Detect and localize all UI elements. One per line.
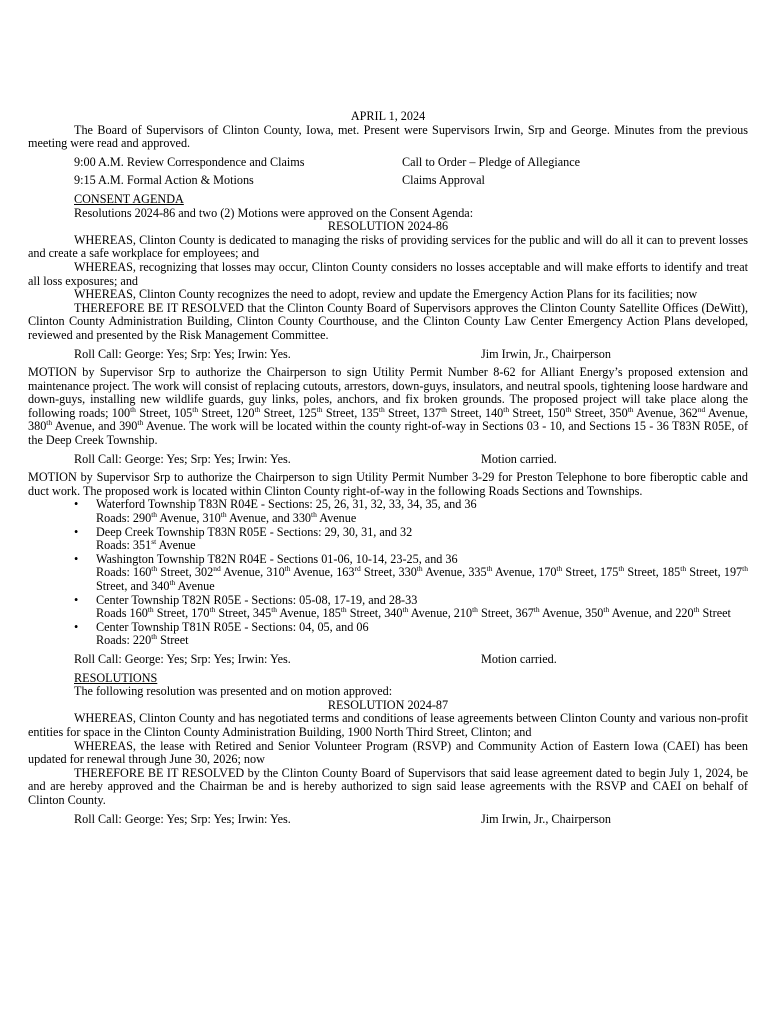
consent-agenda-heading: CONSENT AGENDA [74,191,184,206]
consent-agenda-intro: Resolutions 2024-86 and two (2) Motions were approved on the Consent Agenda: [74,205,474,220]
resolution-86-title: RESOLUTION 2024-86 [327,219,449,234]
township-item [28,498,748,512]
resolution-87-resolved: THEREFORE BE IT RESOLVED by the Clinton County Board of Supervisors that said lease agreement dated to begin July 1, 2024, be and are hereby approved and the Chairman be and is hereby authorized to sign said lease agreements with the RSVP and CAEI on behalf of Clinton County. [28,765,748,807]
bullet-icon: • [74,497,79,512]
resolution-86-whereas-2: WHEREAS, recognizing that losses may occur, Clinton County considers no losses acceptable and will make efforts to identify and treat all loss exposures; and [28,259,748,288]
resolution-87-roll-call-row [28,813,748,827]
roll-call: Roll Call: George: Yes; Srp: Yes; Irwin: Yes. [74,451,291,466]
roll-call: Roll Call: George: Yes; Srp: Yes; Irwin: Yes. [74,346,291,361]
township-label: Deep Creek Township T83N R05E - Sections: 29, 30, 31, and 32 [96,524,413,539]
chairperson-signer: Jim Irwin, Jr., Chairperson [481,346,611,361]
bullet-icon: • [74,619,79,634]
motion-2-roll-call-row [28,653,748,667]
resolutions-heading: RESOLUTIONS [74,670,158,685]
township-label: Waterford Township T83N R04E - Sections: 25, 26, 31, 32, 33, 34, 35, and 36 [96,497,477,512]
resolution-86-resolved: THEREFORE BE IT RESOLVED that the Clinton County Board of Supervisors approves the Clinton County Satellite Offices (DeWitt), Clinton County Administration Building, Clinton County Courthouse, and the Clinton County Law Center Emergency Action Plans developed, reviewed and presented by the Risk Management Committee. [28,300,748,342]
schedule-row-2 [28,174,748,188]
township-label: Washington Township T82N R04E - Sections 01-06, 10-14, 23-25, and 36 [96,551,458,566]
minutes-document [28,110,748,826]
resolution-86-whereas-3: WHEREAS, Clinton County recognizes the need to adopt, review and update the Emergency Action Plans for its facilities; now [74,287,698,302]
resolution-87-title: RESOLUTION 2024-87 [327,697,449,712]
township-item [28,526,748,540]
bullet-icon: • [74,524,79,539]
township-item [28,621,748,635]
motion-utility-permit-8-62: MOTION by Supervisor Srp to authorize the Chairperson to sign Utility Permit Number 8-62 for Alliant Energy’s proposed extension and maintenance project. The work will consist of replacing cutouts, arrestors, down-guys, insulators, and neutral spools, tightening loose hardware and down-guys, installing new wildlife guards, guy links, poles, anchors, and fix broken grounds. The proposed project will take place along the following roads; 100th Street, 105th Street, 120th Street, 125th Street, 135th Street, 137th Street, 140th Street, 150th Street, 350th Avenue, 362nd Avenue, 380th Avenue, and 390th Avenue. The work will be located within the county right-of-way in Sections 03 - 10, and Sections 15 - 36 T83N R05E, of the Deep Creek Township. [28,365,749,448]
resolution-86-whereas-1: WHEREAS, Clinton County is dedicated to managing the risks of providing services for the public and will do all it can to prevent losses and create a safe workplace for employees; and [28,232,748,261]
township-item [28,594,748,608]
township-roads: Roads: 351st Avenue [96,537,196,553]
township-item [28,553,748,567]
intro-paragraph: The Board of Supervisors of Clinton County, Iowa, met. Present were Supervisors Irwin, Srp and George. Minutes from the previous meeting were read and approved. [28,122,748,151]
township-roads: Roads: 160th Street, 302nd Avenue, 310th Avenue, 163rd Street, 330th Avenue, 335th Avenue, 170th Street, 175th Street, 185th Street, 197th Street, and 340th Avenue [96,564,748,593]
bullet-icon: • [74,551,79,566]
resolution-86-roll-call-row [28,348,748,362]
motion-result: Motion carried. [481,451,557,466]
motion-1-roll-call-row [28,453,748,467]
roll-call: Roll Call: George: Yes; Srp: Yes; Irwin: Yes. [74,651,291,666]
township-roads: Roads: 220th Street [96,632,189,648]
roll-call: Roll Call: George: Yes; Srp: Yes; Irwin: Yes. [74,811,291,826]
schedule-item: 9:00 A.M. Review Correspondence and Claims [74,154,305,169]
chairperson-signer: Jim Irwin, Jr., Chairperson [481,811,611,826]
township-label: Center Township T81N R05E - Sections: 04, 05, and 06 [96,619,369,634]
schedule-item-right: Call to Order – Pledge of Allegiance [402,154,581,169]
schedule-row-1 [28,156,748,170]
township-label: Center Township T82N R05E - Sections: 05-08, 17-19, and 28-33 [96,592,418,607]
resolution-87-whereas-1: WHEREAS, Clinton County and has negotiated terms and conditions of lease agreements between Clinton County and various non-profit entities for space in the Clinton County Administration Building, 1900 North Third Street, Clinton; and [28,711,748,739]
resolution-87-whereas-2: WHEREAS, the lease with Retired and Senior Volunteer Program (RSVP) and Community Action of Eastern Iowa (CAEI) has been updated for renewal through June 30, 2026; now [28,738,748,767]
bullet-icon: • [74,592,79,607]
schedule-item-right: Claims Approval [402,173,485,188]
schedule-item: 9:15 A.M. Formal Action & Motions [74,173,254,188]
motion-utility-permit-3-29: MOTION by Supervisor Srp to authorize the Chairperson to sign Utility Permit Number 3-29 for Preston Telephone to bore fiberoptic cable and duct work. The proposed work is located within Clinton County right-of-way in the following Roads Sections and Townships. [28,470,748,498]
meeting-date: APRIL 1, 2024 [350,109,426,123]
township-roads: Roads 160th Street, 170th Street, 345th Avenue, 185th Street, 340th Avenue, 210th Street, 367th Avenue, 350th Avenue, and 220th Street [96,605,731,621]
township-roads: Roads: 290th Avenue, 310th Avenue, and 330th Avenue [96,509,357,526]
motion-result: Motion carried. [481,651,557,666]
resolutions-intro: The following resolution was presented and on motion approved: [74,684,393,699]
